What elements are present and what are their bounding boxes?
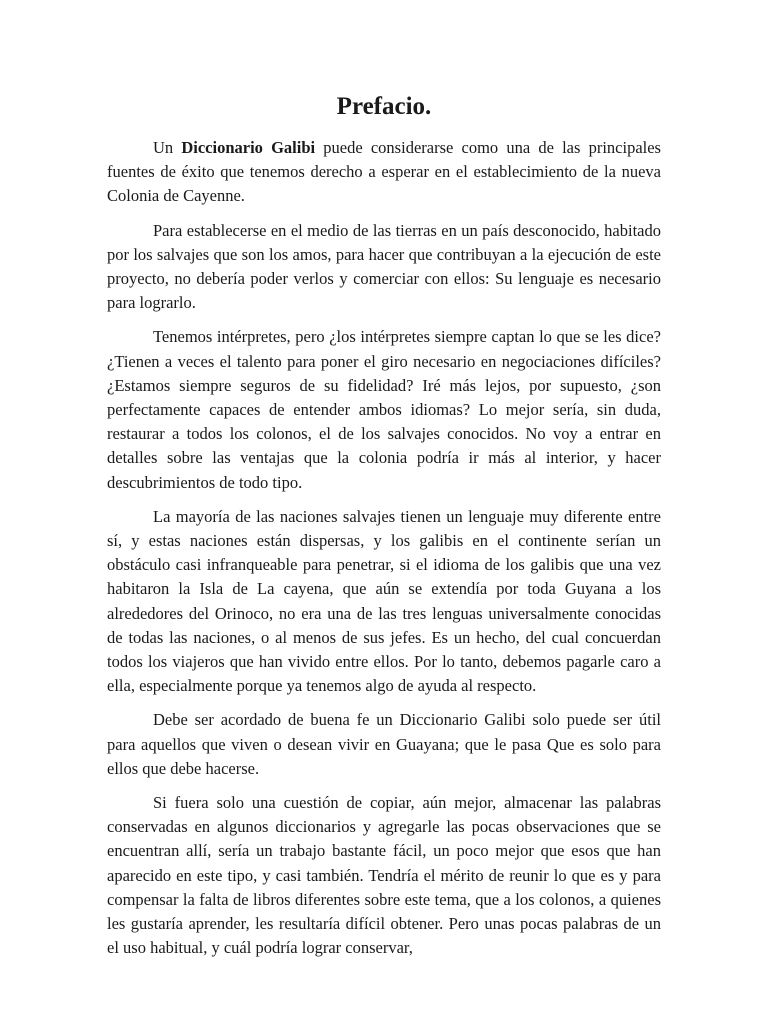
paragraph-1-text: puede considerarse como una de las principales fuentes de éxito que tenemos derecho a esperar en el establecimiento de la nueva Colonia de Cayenne. bbox=[107, 138, 661, 206]
paragraph-2: Para establecerse en el medio de las tierras en un país desconocido, habitado por los salvajes que son los amos, para hacer que contribuyan a la ejecución de este proyecto, no debería poder verlos y comerciar con ellos: Su lenguaje es necesario para lograrlo. bbox=[107, 220, 661, 313]
paragraph-1 bbox=[107, 136, 661, 209]
page-title: Prefacio. bbox=[336, 93, 432, 120]
paragraph-1-lead: Un bbox=[153, 138, 182, 157]
paragraph-1-bold-term: Diccionario Galibi bbox=[181, 138, 316, 157]
paragraph-4: La mayoría de las naciones salvajes tienen un lenguaje muy diferente entre sí, y estas naciones están dispersas, y los galibis en el continente serían un obstáculo casi infranqueable para penetrar, si el idioma de los galibis que una vez habitaron la Isla de La cayena, que aún se extendía por toda Guyana a los alrededores del Orinoco, no era una de las tres lenguas universalmente conocidas de todas las naciones, o al menos de sus jefes. Es un hecho, del cual concuerdan todos los viajeros que han vivido entre ellos. Por lo tanto, debemos pagarle caro a ella, especialmente porque ya tenemos algo de ayuda al respecto. bbox=[107, 506, 661, 696]
paragraph-5: Debe ser acordado de buena fe un Diccionario Galibi solo puede ser útil para aquellos que viven o desean vivir en Guayana; que le pasa Que es solo para ellos que debe hacerse. bbox=[107, 710, 661, 778]
paragraph-6: Si fuera solo una cuestión de copiar, aún mejor, almacenar las palabras conservadas en algunos diccionarios y agregarle las pocas observaciones que se encuentran allí, sería un trabajo bastante fácil, un poco mejor que esos que han aparecido en este tipo, y casi también. Tendría el mérito de reunir lo que es y para compensar la falta de libros diferentes sobre este tema, que a los colonos, a quienes les gustaría aprender, les resultaría difícil obtener. Pero unas pocas palabras de un el uso habitual, y cuál podría lograr conservar, bbox=[107, 793, 661, 958]
paragraph-3: Tenemos intérpretes, pero ¿los intérpretes siempre captan lo que se les dice? ¿Tienen a veces el talento para poner el giro necesario en negociaciones difíciles? ¿Estamos siempre seguros de su fidelidad? Iré más lejos, por supuesto, ¿son perfectamente capaces de entender ambos idiomas? Lo mejor sería, sin duda, restaurar a todos los colonos, el de los salvajes conocidos. No voy a entrar en detalles sobre las ventajas que la colonia podría ir más al interior, y hacer descubrimientos de todo tipo. bbox=[107, 327, 661, 492]
